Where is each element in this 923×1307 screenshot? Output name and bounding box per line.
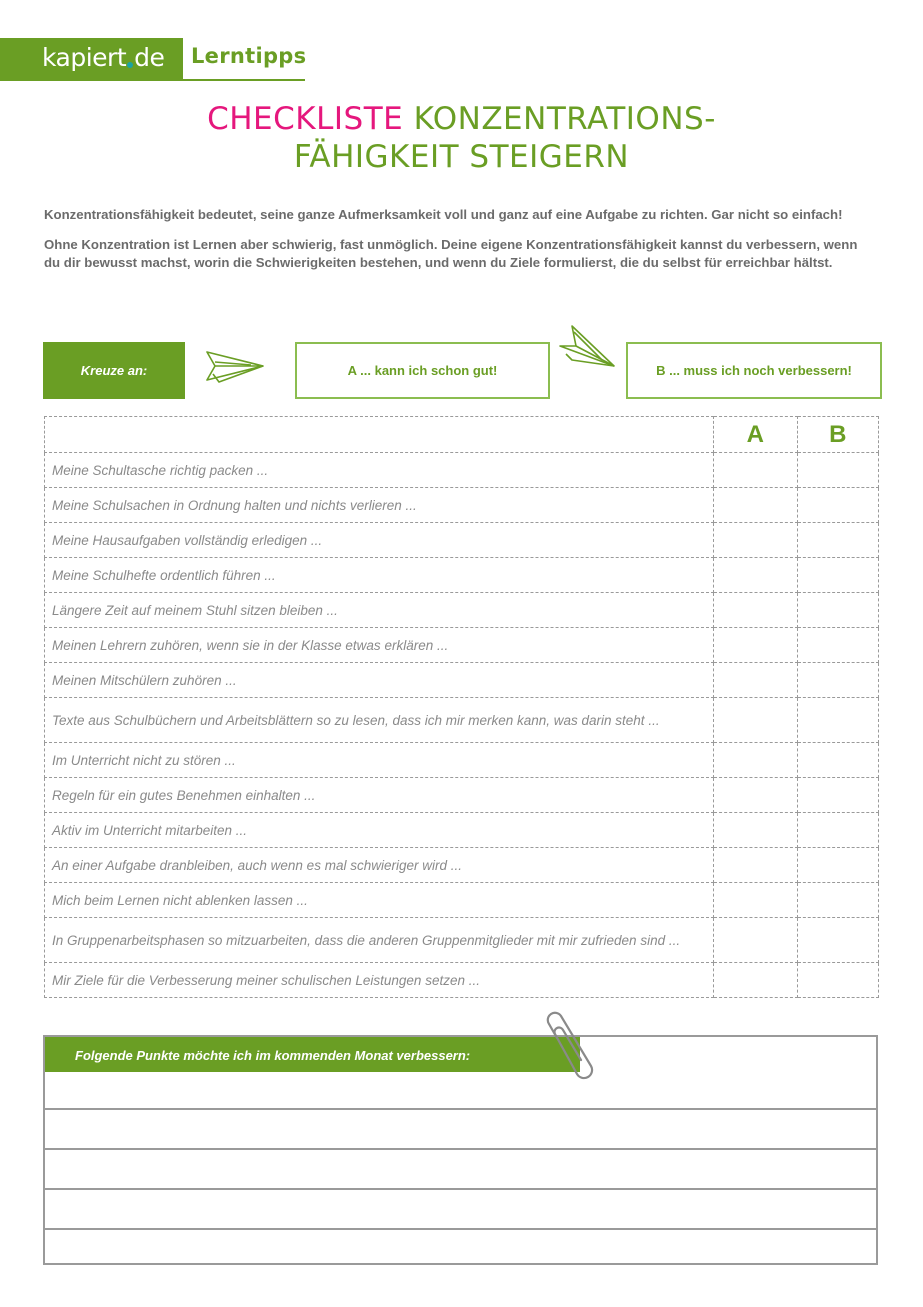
item-text: Meinen Mitschülern zuhören ... [45, 663, 714, 698]
goals-heading: Folgende Punkte möchte ich im kommenden Monat verbessern: [45, 1037, 580, 1072]
table-row [45, 663, 879, 698]
checkbox-cell-b[interactable] [797, 593, 878, 628]
page-title [0, 100, 923, 176]
checkbox-cell-b[interactable] [797, 848, 878, 883]
checkbox-cell-a[interactable] [714, 453, 798, 488]
checkbox-cell-b[interactable] [797, 488, 878, 523]
column-header-a: A [714, 417, 798, 453]
header-underline [183, 79, 305, 81]
checkbox-cell-a[interactable] [714, 593, 798, 628]
checkbox-cell-a[interactable] [714, 778, 798, 813]
table-row [45, 813, 879, 848]
checkbox-cell-b[interactable] [797, 743, 878, 778]
table-row [45, 698, 879, 743]
table-row [45, 848, 879, 883]
checkbox-cell-a[interactable] [714, 488, 798, 523]
table-row [45, 743, 879, 778]
item-text: Mich beim Lernen nicht ablenken lassen ... [45, 883, 714, 918]
title-line-2: FÄHIGKEIT STEIGERN [293, 139, 630, 175]
checkbox-cell-a[interactable] [714, 813, 798, 848]
table-row [45, 883, 879, 918]
checkbox-cell-a[interactable] [714, 918, 798, 963]
checkbox-cell-a[interactable] [714, 558, 798, 593]
intro-paragraph-1: Konzentrationsfähigkeit bedeutet, seine ganze Aufmerksamkeit voll und ganz auf eine Aufgabe zu richten. Gar nicht so einfach! [44, 207, 843, 222]
goal-write-line[interactable] [45, 1228, 876, 1230]
checkbox-cell-b[interactable] [797, 453, 878, 488]
goal-write-line[interactable] [45, 1188, 876, 1190]
item-text: Längere Zeit auf meinem Stuhl sitzen bleiben ... [45, 593, 714, 628]
table-row [45, 918, 879, 963]
checkbox-cell-a[interactable] [714, 523, 798, 558]
section-label: Lerntipps [191, 44, 307, 68]
table-row [45, 558, 879, 593]
checkbox-cell-a[interactable] [714, 848, 798, 883]
checkbox-cell-a[interactable] [714, 663, 798, 698]
checkbox-cell-b[interactable] [797, 628, 878, 663]
item-text: Mir Ziele für die Verbesserung meiner schulischen Leistungen setzen ... [45, 963, 714, 998]
table-row [45, 453, 879, 488]
item-text: Meine Schulsachen in Ordnung halten und nichts verlieren ... [45, 488, 714, 523]
logo-text-suffix: de [134, 43, 165, 72]
item-text: Meine Schultasche richtig packen ... [45, 453, 714, 488]
checklist-table [44, 416, 879, 998]
item-text: Texte aus Schulbüchern und Arbeitsblättern so zu lesen, dass ich mir merken kann, was darin steht ... [45, 698, 714, 743]
column-header-item [45, 417, 714, 453]
checkbox-cell-b[interactable] [797, 883, 878, 918]
title-part-konzentrations: KONZENTRATIONS- [413, 101, 716, 137]
instruction-label: Kreuze an: [43, 342, 185, 399]
checkbox-cell-b[interactable] [797, 558, 878, 593]
intro-paragraph-2: Ohne Konzentration ist Lernen aber schwierig, fast unmöglich. Deine eigene Konzentrationsfähigkeit kannst du verbessern, wenn du dir bewusst machst, worin die Schwierigkeiten bestehen, und wenn du Ziele formulierst, die du selbst für erreichbar hältst. [44, 236, 858, 270]
item-text: An einer Aufgabe dranbleiben, auch wenn es mal schwieriger wird ... [45, 848, 714, 883]
checkbox-cell-b[interactable] [797, 963, 878, 998]
table-row [45, 593, 879, 628]
goal-write-line[interactable] [45, 1108, 876, 1110]
item-text: Aktiv im Unterricht mitarbeiten ... [45, 813, 714, 848]
intro-text [44, 206, 874, 284]
item-text: Im Unterricht nicht zu stören ... [45, 743, 714, 778]
paper-plane-icon [558, 324, 618, 370]
checkbox-cell-a[interactable] [714, 883, 798, 918]
column-header-b: B [797, 417, 878, 453]
legend-option-a: A ... kann ich schon gut! [295, 342, 550, 399]
checkbox-cell-b[interactable] [797, 918, 878, 963]
kapiert-logo [42, 40, 164, 76]
checkbox-cell-a[interactable] [714, 743, 798, 778]
checkbox-cell-b[interactable] [797, 663, 878, 698]
goals-box [43, 1035, 878, 1265]
table-row [45, 488, 879, 523]
item-text: Meine Schulhefte ordentlich führen ... [45, 558, 714, 593]
item-text: Meine Hausaufgaben vollständig erledigen ... [45, 523, 714, 558]
checkbox-cell-a[interactable] [714, 963, 798, 998]
legend-option-b: B ... muss ich noch verbessern! [626, 342, 882, 399]
paperclip-icon [541, 1010, 603, 1082]
goal-write-line[interactable] [45, 1148, 876, 1150]
item-text: Regeln für ein gutes Benehmen einhalten ... [45, 778, 714, 813]
checkbox-cell-b[interactable] [797, 778, 878, 813]
logo-dot-icon [127, 62, 133, 68]
table-row [45, 963, 879, 998]
checkbox-cell-a[interactable] [714, 628, 798, 663]
checkbox-cell-a[interactable] [714, 698, 798, 743]
paper-plane-icon [205, 350, 267, 384]
item-text: Meinen Lehrern zuhören, wenn sie in der Klasse etwas erklären ... [45, 628, 714, 663]
item-text: In Gruppenarbeitsphasen so mitzuarbeiten, dass die anderen Gruppenmitglieder mit mir zufrieden sind ... [45, 918, 714, 963]
checkbox-cell-b[interactable] [797, 698, 878, 743]
checkbox-cell-b[interactable] [797, 523, 878, 558]
table-row [45, 778, 879, 813]
logo-text-main: kapiert [42, 43, 127, 72]
table-row [45, 523, 879, 558]
table-header-row [45, 417, 879, 453]
title-part-checkliste: CHECKLISTE [207, 101, 404, 137]
checkbox-cell-b[interactable] [797, 813, 878, 848]
table-row [45, 628, 879, 663]
